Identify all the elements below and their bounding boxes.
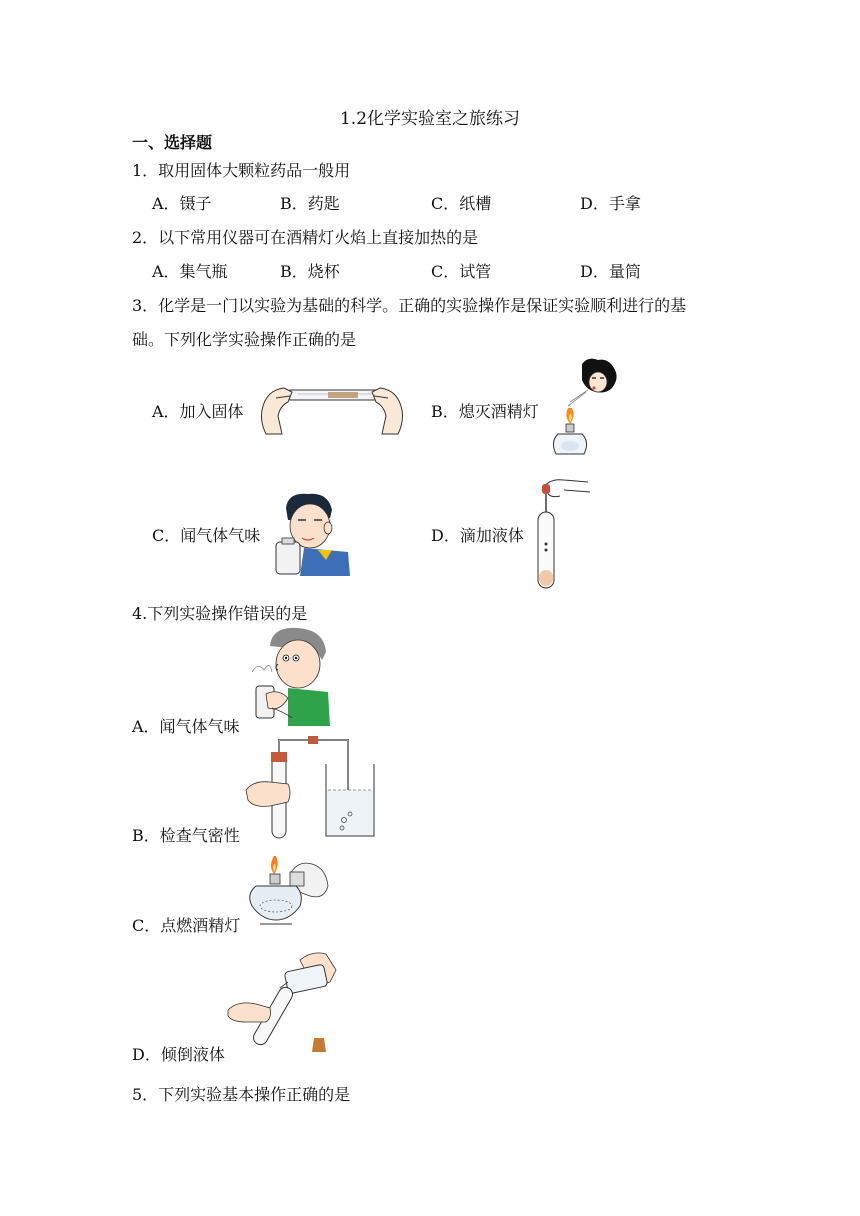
q3-option-c: C．闻气体气味: [152, 526, 261, 545]
question-4-stem: 4.下列实验操作错误的是: [132, 604, 308, 623]
add-solid-illustration: [258, 376, 406, 438]
question-2-stem: 2．以下常用仪器可在酒精灯火焰上直接加热的是: [132, 228, 479, 247]
q4-option-c: C．点燃酒精灯: [132, 916, 241, 935]
q3-option-b: B．熄灭酒精灯: [431, 402, 539, 421]
page-title: 1.2化学实验室之旅练习: [339, 109, 521, 129]
q4-option-d: D．倾倒液体: [132, 1045, 225, 1064]
q4-option-b: B．检查气密性: [132, 826, 240, 845]
extinguish-lamp-illustration: [548, 356, 620, 458]
q2-option-c: C．试管: [431, 262, 492, 281]
check-airtightness-illustration: [244, 736, 378, 840]
light-lamp-with-lamp-illustration: [246, 850, 330, 930]
drop-liquid-illustration: [534, 476, 594, 592]
smell-gas-wrong-illustration: [248, 622, 332, 728]
question-5-stem: 5．下列实验基本操作正确的是: [132, 1085, 351, 1104]
question-1-stem: 1．取用固体大颗粒药品一般用: [132, 161, 351, 180]
smell-gas-boy-illustration: [274, 490, 352, 578]
q2-option-b: B．烧杯: [280, 262, 340, 281]
q3-option-a: A．加入固体: [152, 402, 244, 421]
q1-option-a: A．镊子: [152, 194, 212, 213]
q1-option-d: D．手拿: [580, 194, 641, 213]
q2-option-d: D．量筒: [580, 262, 641, 281]
q3-option-d: D．滴加液体: [431, 526, 524, 545]
pour-liquid-illustration: [226, 946, 342, 1058]
section-heading: 一、选择题: [132, 133, 213, 152]
q4-option-a: A．闻气体气味: [132, 717, 240, 736]
q1-option-c: C．纸槽: [431, 194, 492, 213]
question-3-stem-line1: 3．化学是一门以实验为基础的科学。正确的实验操作是保证实验顺利进行的基: [132, 296, 687, 315]
q1-option-b: B．药匙: [280, 194, 340, 213]
q2-option-a: A．集气瓶: [152, 262, 228, 281]
question-3-stem-line2: 础。下列化学实验操作正确的是: [132, 330, 357, 349]
